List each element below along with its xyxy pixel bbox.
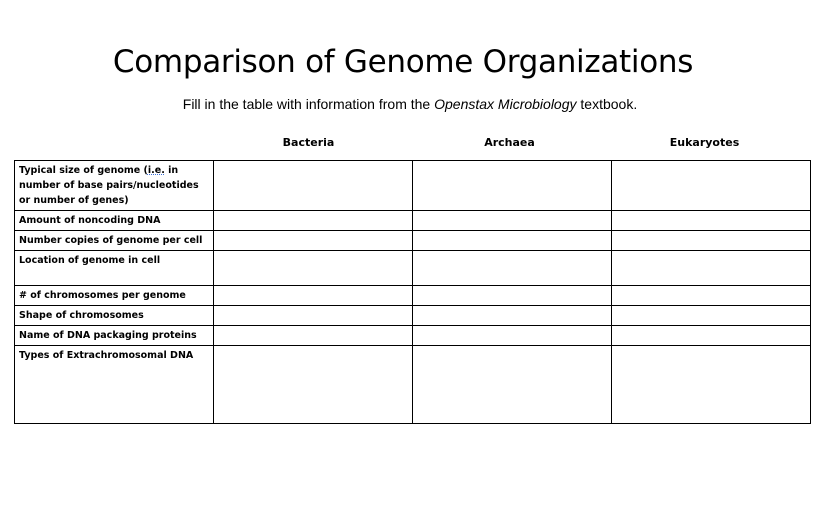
cell-archaea[interactable] — [413, 326, 612, 346]
row-label-text: Typical size of genome ( — [19, 165, 148, 176]
instructions — [0, 96, 820, 112]
cell-bacteria[interactable] — [214, 231, 413, 251]
cell-bacteria[interactable] — [214, 161, 413, 211]
table-row — [15, 161, 811, 211]
row-label-genome-size — [15, 161, 214, 211]
row-label-genome-copies: Number copies of genome per cell — [15, 231, 214, 251]
cell-bacteria[interactable] — [214, 306, 413, 326]
instructions-suffix: textbook. — [576, 96, 638, 112]
cell-archaea[interactable] — [413, 286, 612, 306]
comparison-table — [14, 160, 811, 424]
cell-bacteria[interactable] — [214, 251, 413, 286]
table-row — [15, 306, 811, 326]
row-label-text-cont: in number of base pairs/nucleotides or number of genes) — [19, 165, 199, 206]
cell-eukaryotes[interactable] — [612, 211, 811, 231]
table-row — [15, 231, 811, 251]
cell-eukaryotes[interactable] — [612, 346, 811, 424]
cell-bacteria[interactable] — [214, 286, 413, 306]
table-row — [15, 251, 811, 286]
cell-archaea[interactable] — [413, 161, 612, 211]
cell-eukaryotes[interactable] — [612, 286, 811, 306]
cell-eukaryotes[interactable] — [612, 326, 811, 346]
cell-archaea[interactable] — [413, 346, 612, 424]
row-label-chromosome-count: # of chromosomes per genome — [15, 286, 214, 306]
page-title: Comparison of Genome Organizations — [112, 44, 694, 80]
row-label-packaging-proteins: Name of DNA packaging proteins — [15, 326, 214, 346]
cell-archaea[interactable] — [413, 251, 612, 286]
cell-eukaryotes[interactable] — [612, 251, 811, 286]
instructions-prefix: Fill in the table with information from the — [182, 96, 435, 112]
cell-eukaryotes[interactable] — [612, 161, 811, 211]
column-header-eukaryotes: Eukaryotes — [669, 136, 740, 149]
row-label-noncoding-dna: Amount of noncoding DNA — [15, 211, 214, 231]
cell-archaea[interactable] — [413, 306, 612, 326]
cell-archaea[interactable] — [413, 211, 612, 231]
table-row — [15, 326, 811, 346]
row-label-extrachromosomal-dna: Types of Extrachromosomal DNA — [15, 346, 214, 424]
column-header-archaea: Archaea — [484, 136, 535, 149]
cell-bacteria[interactable] — [214, 211, 413, 231]
row-label-genome-location: Location of genome in cell — [15, 251, 214, 286]
table-row — [15, 346, 811, 424]
cell-eukaryotes[interactable] — [612, 231, 811, 251]
book-title: Openstax Microbiology — [434, 96, 577, 112]
table-row — [15, 211, 811, 231]
table-row — [15, 286, 811, 306]
row-label-ie: i.e. — [147, 165, 165, 176]
row-label-chromosome-shape: Shape of chromosomes — [15, 306, 214, 326]
cell-eukaryotes[interactable] — [612, 306, 811, 326]
cell-bacteria[interactable] — [214, 346, 413, 424]
column-header-bacteria: Bacteria — [282, 136, 335, 149]
cell-archaea[interactable] — [413, 231, 612, 251]
cell-bacteria[interactable] — [214, 326, 413, 346]
